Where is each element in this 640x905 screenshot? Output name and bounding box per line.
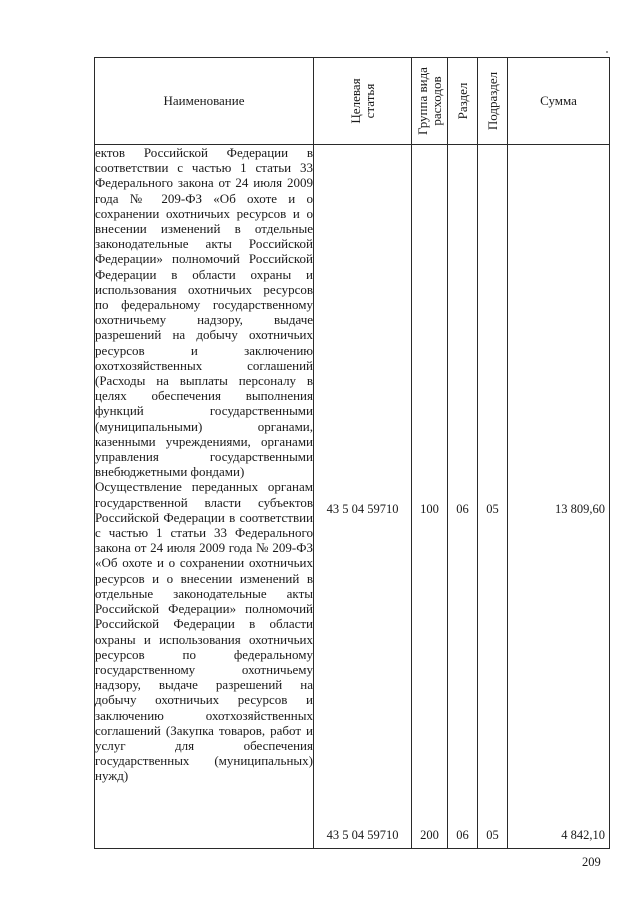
header-subsection: Подраздел [478, 58, 508, 145]
header-sum: Сумма [508, 58, 610, 145]
table-row [95, 145, 610, 849]
header-name: Наименование [95, 58, 314, 145]
table-header-row [95, 58, 610, 145]
header-section: Раздел [448, 58, 478, 145]
name-cell [95, 145, 314, 849]
row-1-target: 43 5 04 59710 [326, 502, 399, 516]
row-2-name: Осуществление переданных органам государственной власти субъектов Российской Федерации в соответствии с частью 1 статьи 33 Федерального закона от 24 июля 2009 года № 209-ФЗ «Об охоте и о сохранении охотничьих ресурсов и о внесении изменений в отдельные законодательные акты Российской Федерации» полномочий Российской Федерации в области охраны и использования охотничьих ресурсов по федеральному государственному охотничьему надзору, выдаче разрешений на добычу охотничьих ресурсов и заключению охотхозяйственных соглашений (Закупка товаров, работ и услуг для обеспечения государственных (муниципальных) нужд) [95, 479, 313, 784]
page-number: 209 [582, 855, 601, 869]
header-target: Целевая статья [314, 58, 412, 145]
row-1-group: 100 [420, 502, 439, 516]
subsection-cell [478, 145, 508, 849]
row-2-subsection: 05 [486, 828, 499, 842]
header-group: Группа вида расходов [412, 58, 448, 145]
row-1-sum: 13 809,60 [555, 502, 605, 516]
sum-cell [508, 145, 610, 849]
budget-table [94, 57, 610, 849]
row-1-section: 06 [456, 502, 469, 516]
group-cell [412, 145, 448, 849]
row-2-group: 200 [420, 828, 439, 842]
section-cell [448, 145, 478, 849]
row-2-section: 06 [456, 828, 469, 842]
row-1-name: ектов Российской Федерации в соответствии с частью 1 статьи 33 Федерального закона от 24 июля 2009 года № 209-ФЗ «Об охоте и о сохранении охотничьих ресурсов и о внесении изменений в отдельные законодательные акты Российской Федерации» полномочий Российской Федерации в области охраны и использования охотничьих ресурсов по федеральному государственному охотничьему надзору, выдаче разрешений на добычу охотничьих ресурсов и заключению охотхозяйственных соглашений (Расходы на выплаты персоналу в целях обеспечения выполнения функций государственными (муниципальными) органами, казенными учреждениями, органами управления государственными внебюджетными фондами) [95, 145, 313, 480]
row-2-target: 43 5 04 59710 [326, 828, 399, 842]
target-cell [314, 145, 412, 849]
row-1-subsection: 05 [486, 502, 499, 516]
row-2-sum: 4 842,10 [561, 828, 605, 842]
scan-speck [606, 51, 608, 53]
